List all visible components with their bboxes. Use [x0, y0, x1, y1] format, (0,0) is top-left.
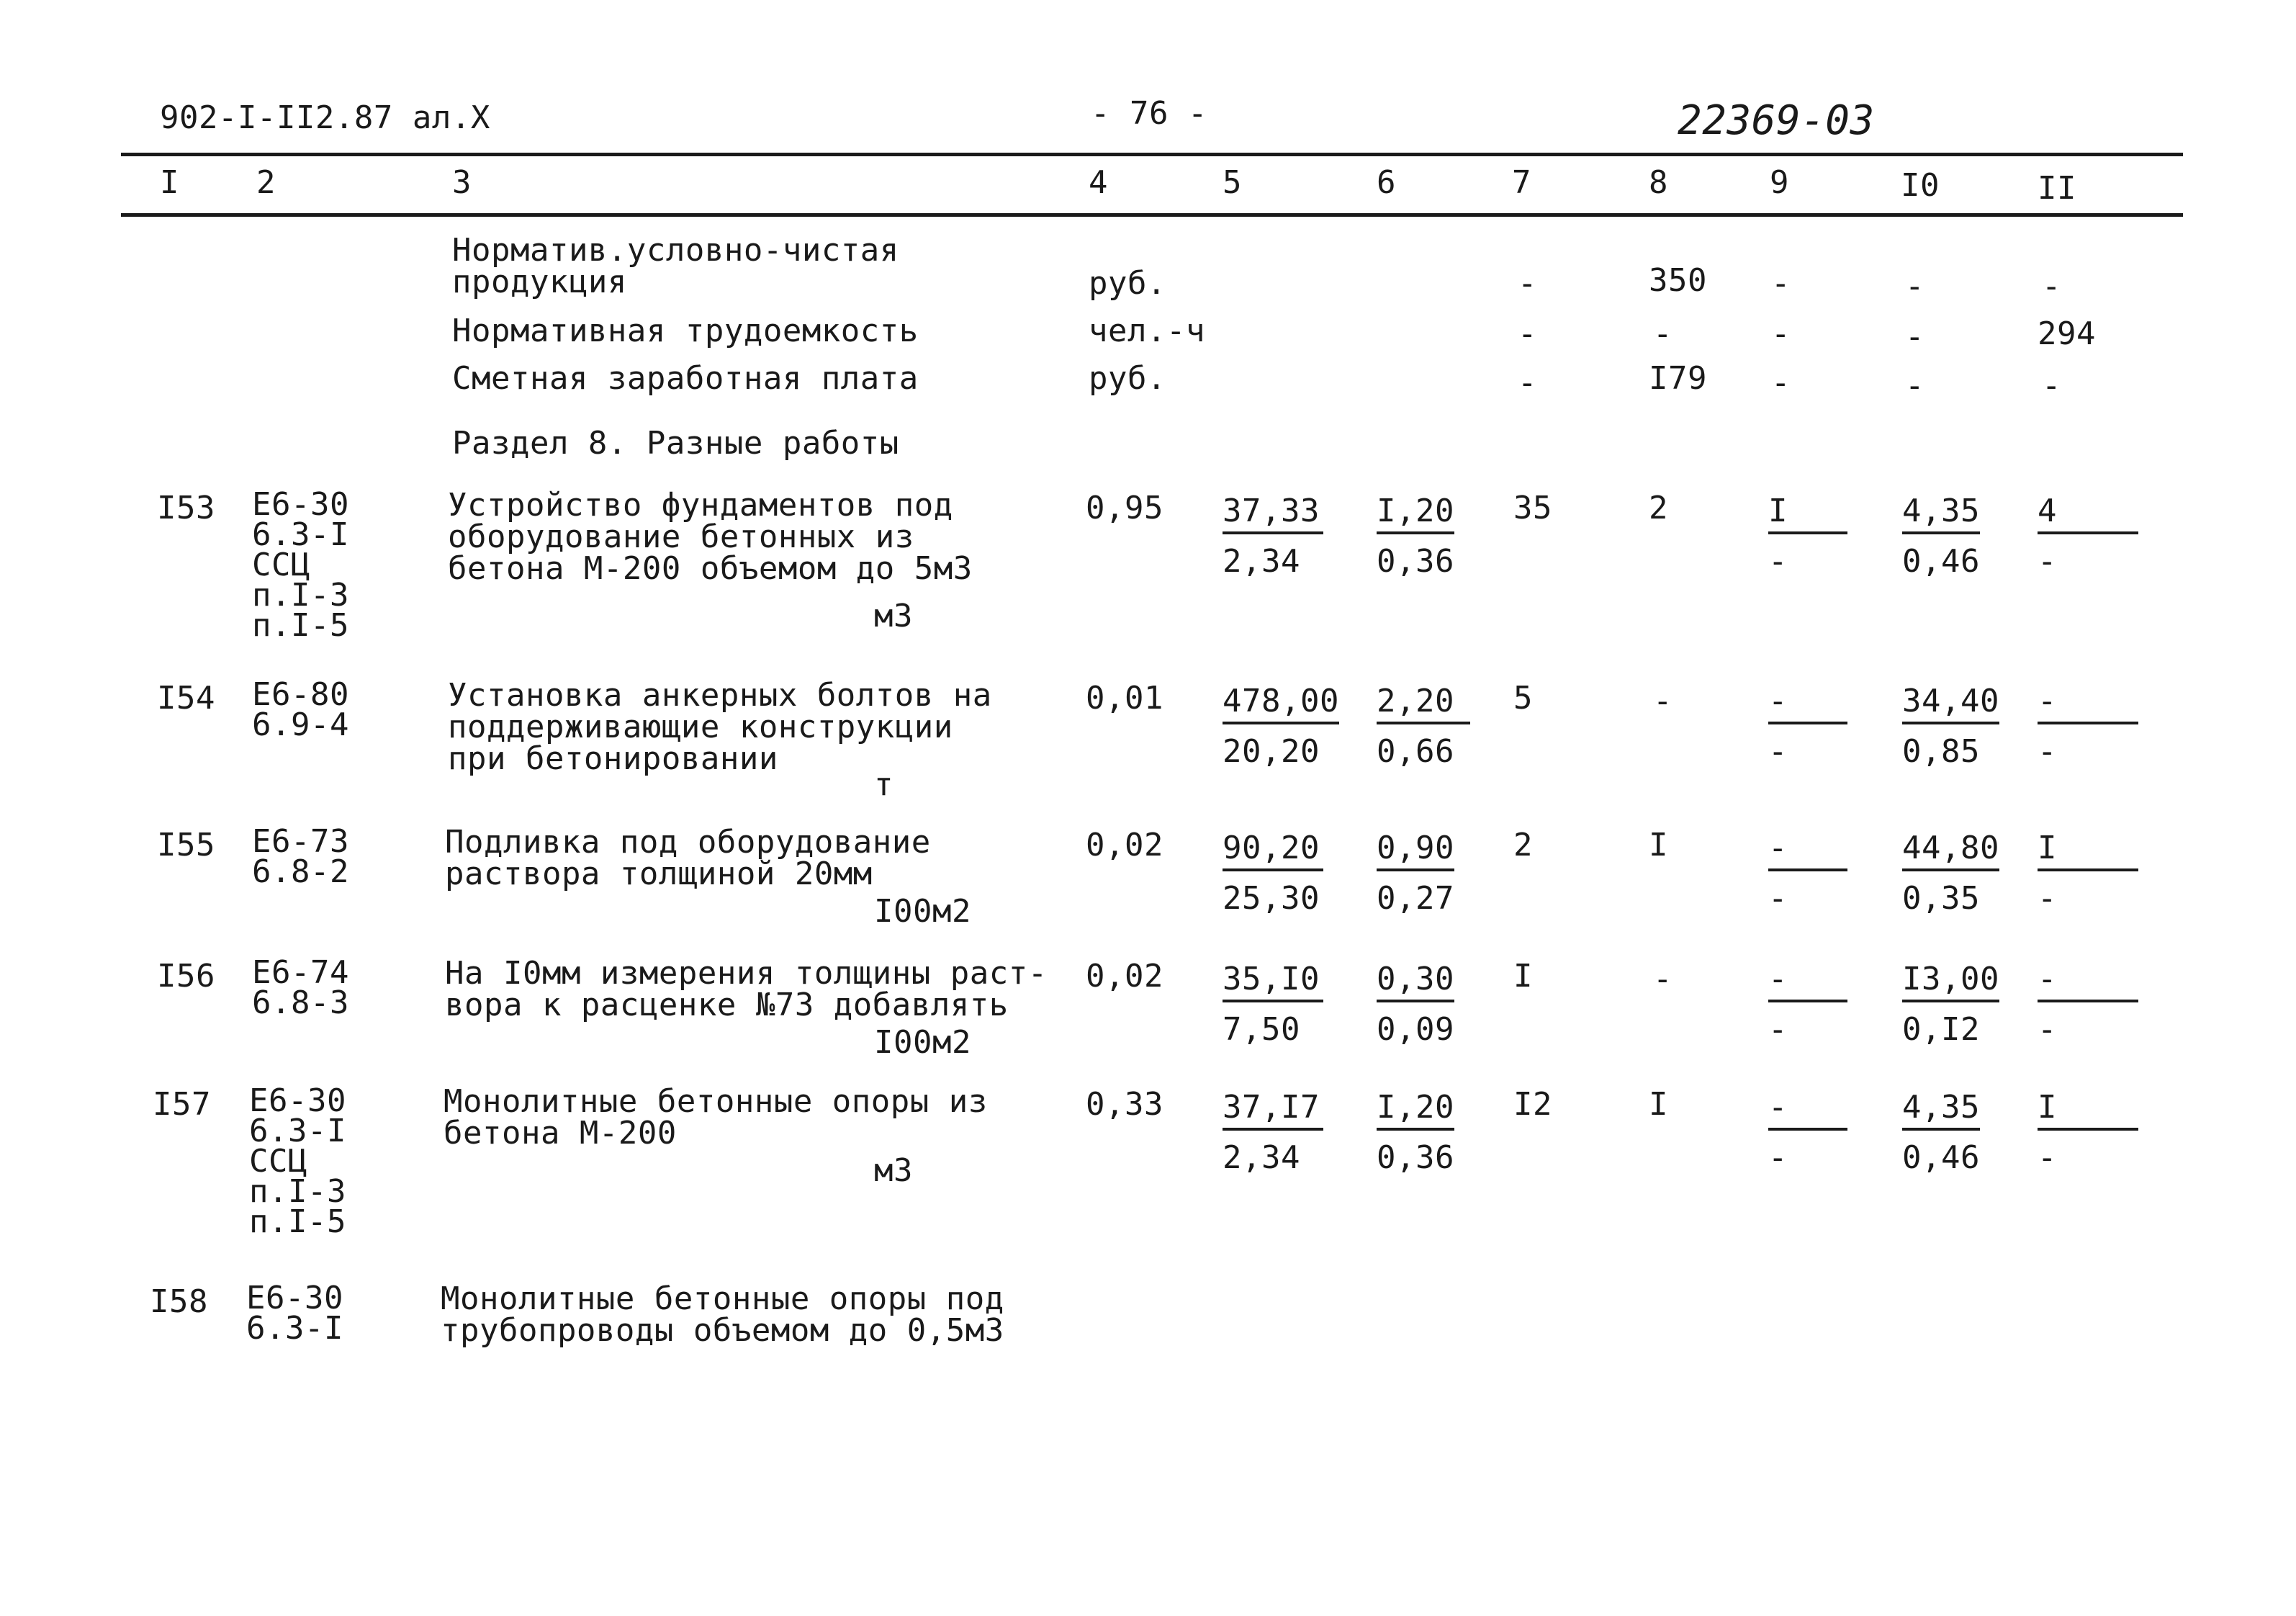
- cell-quantity: 0,02: [1086, 827, 1163, 863]
- row-cell: 294: [2038, 315, 2096, 352]
- cell-fraction: $\frac{37,I7}{2,34}$: [1223, 1089, 1323, 1174]
- cell-fraction: - -: [2038, 683, 2138, 768]
- cell-fraction: $\frac{4,35}{0,46}$: [1902, 1089, 1980, 1176]
- norm-code: Е6-30 6.3-I ССЦ п.I-3 п.I-5: [249, 1082, 346, 1240]
- row-number: I55: [157, 827, 215, 863]
- cell-fraction: I -: [2038, 1089, 2138, 1174]
- cell-fraction: $\frac{0,90}{0,27}$: [1377, 830, 1454, 917]
- work-description: Монолитные бетонные опоры под трубопроводы объемом до 0,5м3: [441, 1280, 1004, 1349]
- row-cell: -: [1905, 318, 1924, 355]
- cell-value: -: [1653, 683, 1673, 719]
- cell-fraction: $\frac{34,40}{0,85}$: [1902, 683, 1999, 770]
- row-name: Нормативная трудоемкость: [452, 313, 919, 349]
- norm-code: Е6-73 6.8-2: [252, 823, 349, 890]
- unit-of-measure: I00м2: [874, 893, 971, 930]
- unit-of-measure: I00м2: [874, 1024, 971, 1061]
- cell-fraction: I -: [2038, 830, 2138, 915]
- row-number: I56: [157, 958, 215, 995]
- column-number: I0: [1901, 167, 1940, 204]
- row-name: Сметная заработная плата: [452, 360, 919, 397]
- norm-code: Е6-80 6.9-4: [252, 676, 349, 743]
- cell-value: 5: [1513, 680, 1533, 717]
- cell-value: 2: [1649, 490, 1668, 526]
- column-number: 9: [1770, 164, 1789, 201]
- row-unit: руб.: [1089, 265, 1166, 302]
- work-description: Монолитные бетонные опоры из бетона М-200: [444, 1083, 988, 1152]
- row-cell: -: [1771, 315, 1791, 352]
- work-description: Подливка под оборудование раствора толщиной 20мм: [445, 824, 931, 892]
- cell-value: I: [1649, 1086, 1668, 1123]
- cell-value: I2: [1513, 1086, 1552, 1123]
- unit-of-measure: м3: [874, 1152, 913, 1189]
- row-cell: -: [1771, 265, 1791, 302]
- work-description: Устройство фундаментов под оборудование бетонных из бетона М-200 объемом до 5м3: [448, 487, 973, 587]
- cell-value: I: [1513, 958, 1533, 995]
- cell-fraction: - -: [1768, 961, 1847, 1046]
- column-number: 4: [1089, 164, 1108, 201]
- cell-fraction: $\frac{I,20}{0,36}$: [1377, 1089, 1454, 1176]
- column-number: 5: [1223, 164, 1242, 201]
- norm-code: Е6-74 6.8-3: [252, 954, 349, 1021]
- norm-code: Е6-30 6.3-I ССЦ п.I-3 п.I-5: [252, 486, 349, 644]
- cell-quantity: 0,02: [1086, 958, 1163, 995]
- column-number: 6: [1377, 164, 1396, 201]
- unit-of-measure: м3: [874, 598, 913, 634]
- page-number: - 76 -: [1091, 95, 1207, 132]
- cell-fraction: $\frac{37,33}{2,34}$: [1223, 493, 1323, 578]
- row-number: I58: [150, 1283, 208, 1320]
- row-number: I57: [153, 1086, 211, 1123]
- cell-fraction: $\frac{44,80}{0,35}$: [1902, 830, 1999, 917]
- column-number: 2: [256, 164, 276, 201]
- work-description: Установка анкерных болтов на поддерживающие конструкции при бетонировании: [448, 677, 992, 777]
- row-number: I54: [157, 680, 215, 717]
- row-cell: I79: [1649, 360, 1707, 397]
- row-cell: -: [1518, 265, 1537, 302]
- column-number: 8: [1649, 164, 1668, 201]
- cell-fraction: - -: [1768, 683, 1847, 768]
- row-cell: -: [1771, 364, 1791, 401]
- cell-fraction: $\frac{35,I0}{7,50}$: [1223, 961, 1323, 1046]
- cell-value: -: [1653, 961, 1673, 997]
- cell-fraction: 4 -: [2038, 493, 2138, 578]
- cell-fraction: - -: [2038, 961, 2138, 1046]
- cell-value: I: [1649, 827, 1668, 863]
- cell-quantity: 0,95: [1086, 490, 1163, 526]
- cell-fraction: - -: [1768, 830, 1847, 915]
- row-cell: -: [1518, 315, 1537, 352]
- column-number: I: [160, 164, 179, 201]
- cell-fraction: $\frac{2,20}{0,66}$: [1377, 683, 1470, 768]
- cell-fraction: $\frac{I,20}{0,36}$: [1377, 493, 1454, 580]
- row-cell: -: [1653, 315, 1673, 352]
- cell-quantity: 0,33: [1086, 1086, 1163, 1123]
- header-rule-top: [121, 153, 2183, 156]
- cell-fraction: $\frac{90,20}{25,30}$: [1223, 830, 1323, 915]
- cell-value: 35: [1513, 490, 1552, 526]
- cell-fraction: $\frac{478,00}{20,20}$: [1223, 683, 1339, 770]
- cell-fraction: - -: [1768, 1089, 1847, 1174]
- unit-of-measure: т: [874, 766, 893, 803]
- row-cell: -: [1518, 364, 1537, 401]
- cell-fraction: $\frac{0,30}{0,09}$: [1377, 961, 1454, 1048]
- work-description: На I0мм измерения толщины раст- вора к расценке №73 добавлять: [445, 955, 1048, 1023]
- row-unit: руб.: [1089, 360, 1166, 397]
- section-title: Раздел 8. Разные работы: [452, 425, 899, 462]
- document-stamp-number: 22369-03: [1678, 97, 1875, 144]
- cell-quantity: 0,01: [1086, 680, 1163, 717]
- row-cell: -: [2042, 367, 2061, 404]
- row-cell: -: [2042, 268, 2061, 305]
- column-number: 7: [1512, 164, 1531, 201]
- row-name: Норматив.условно-чистая: [452, 232, 899, 269]
- row-cell: -: [1905, 367, 1924, 404]
- column-number: II: [2038, 170, 2076, 207]
- document-code: 902-I-II2.87 ал.X: [160, 99, 490, 136]
- cell-value: 2: [1513, 827, 1533, 863]
- row-cell: 350: [1649, 262, 1707, 299]
- row-name: продукция: [452, 264, 627, 300]
- cell-fraction: $\frac{4,35}{0,46}$: [1902, 493, 1980, 580]
- cell-fraction: I -: [1768, 493, 1847, 578]
- cell-fraction: $\frac{I3,00}{0,I2}$: [1902, 961, 1999, 1048]
- header-rule-bottom: [121, 213, 2183, 217]
- column-number: 3: [452, 164, 472, 201]
- row-cell: -: [1905, 268, 1924, 305]
- row-number: I53: [157, 490, 215, 526]
- row-unit: чел.-ч: [1089, 313, 1205, 349]
- norm-code: Е6-30 6.3-I: [246, 1280, 343, 1347]
